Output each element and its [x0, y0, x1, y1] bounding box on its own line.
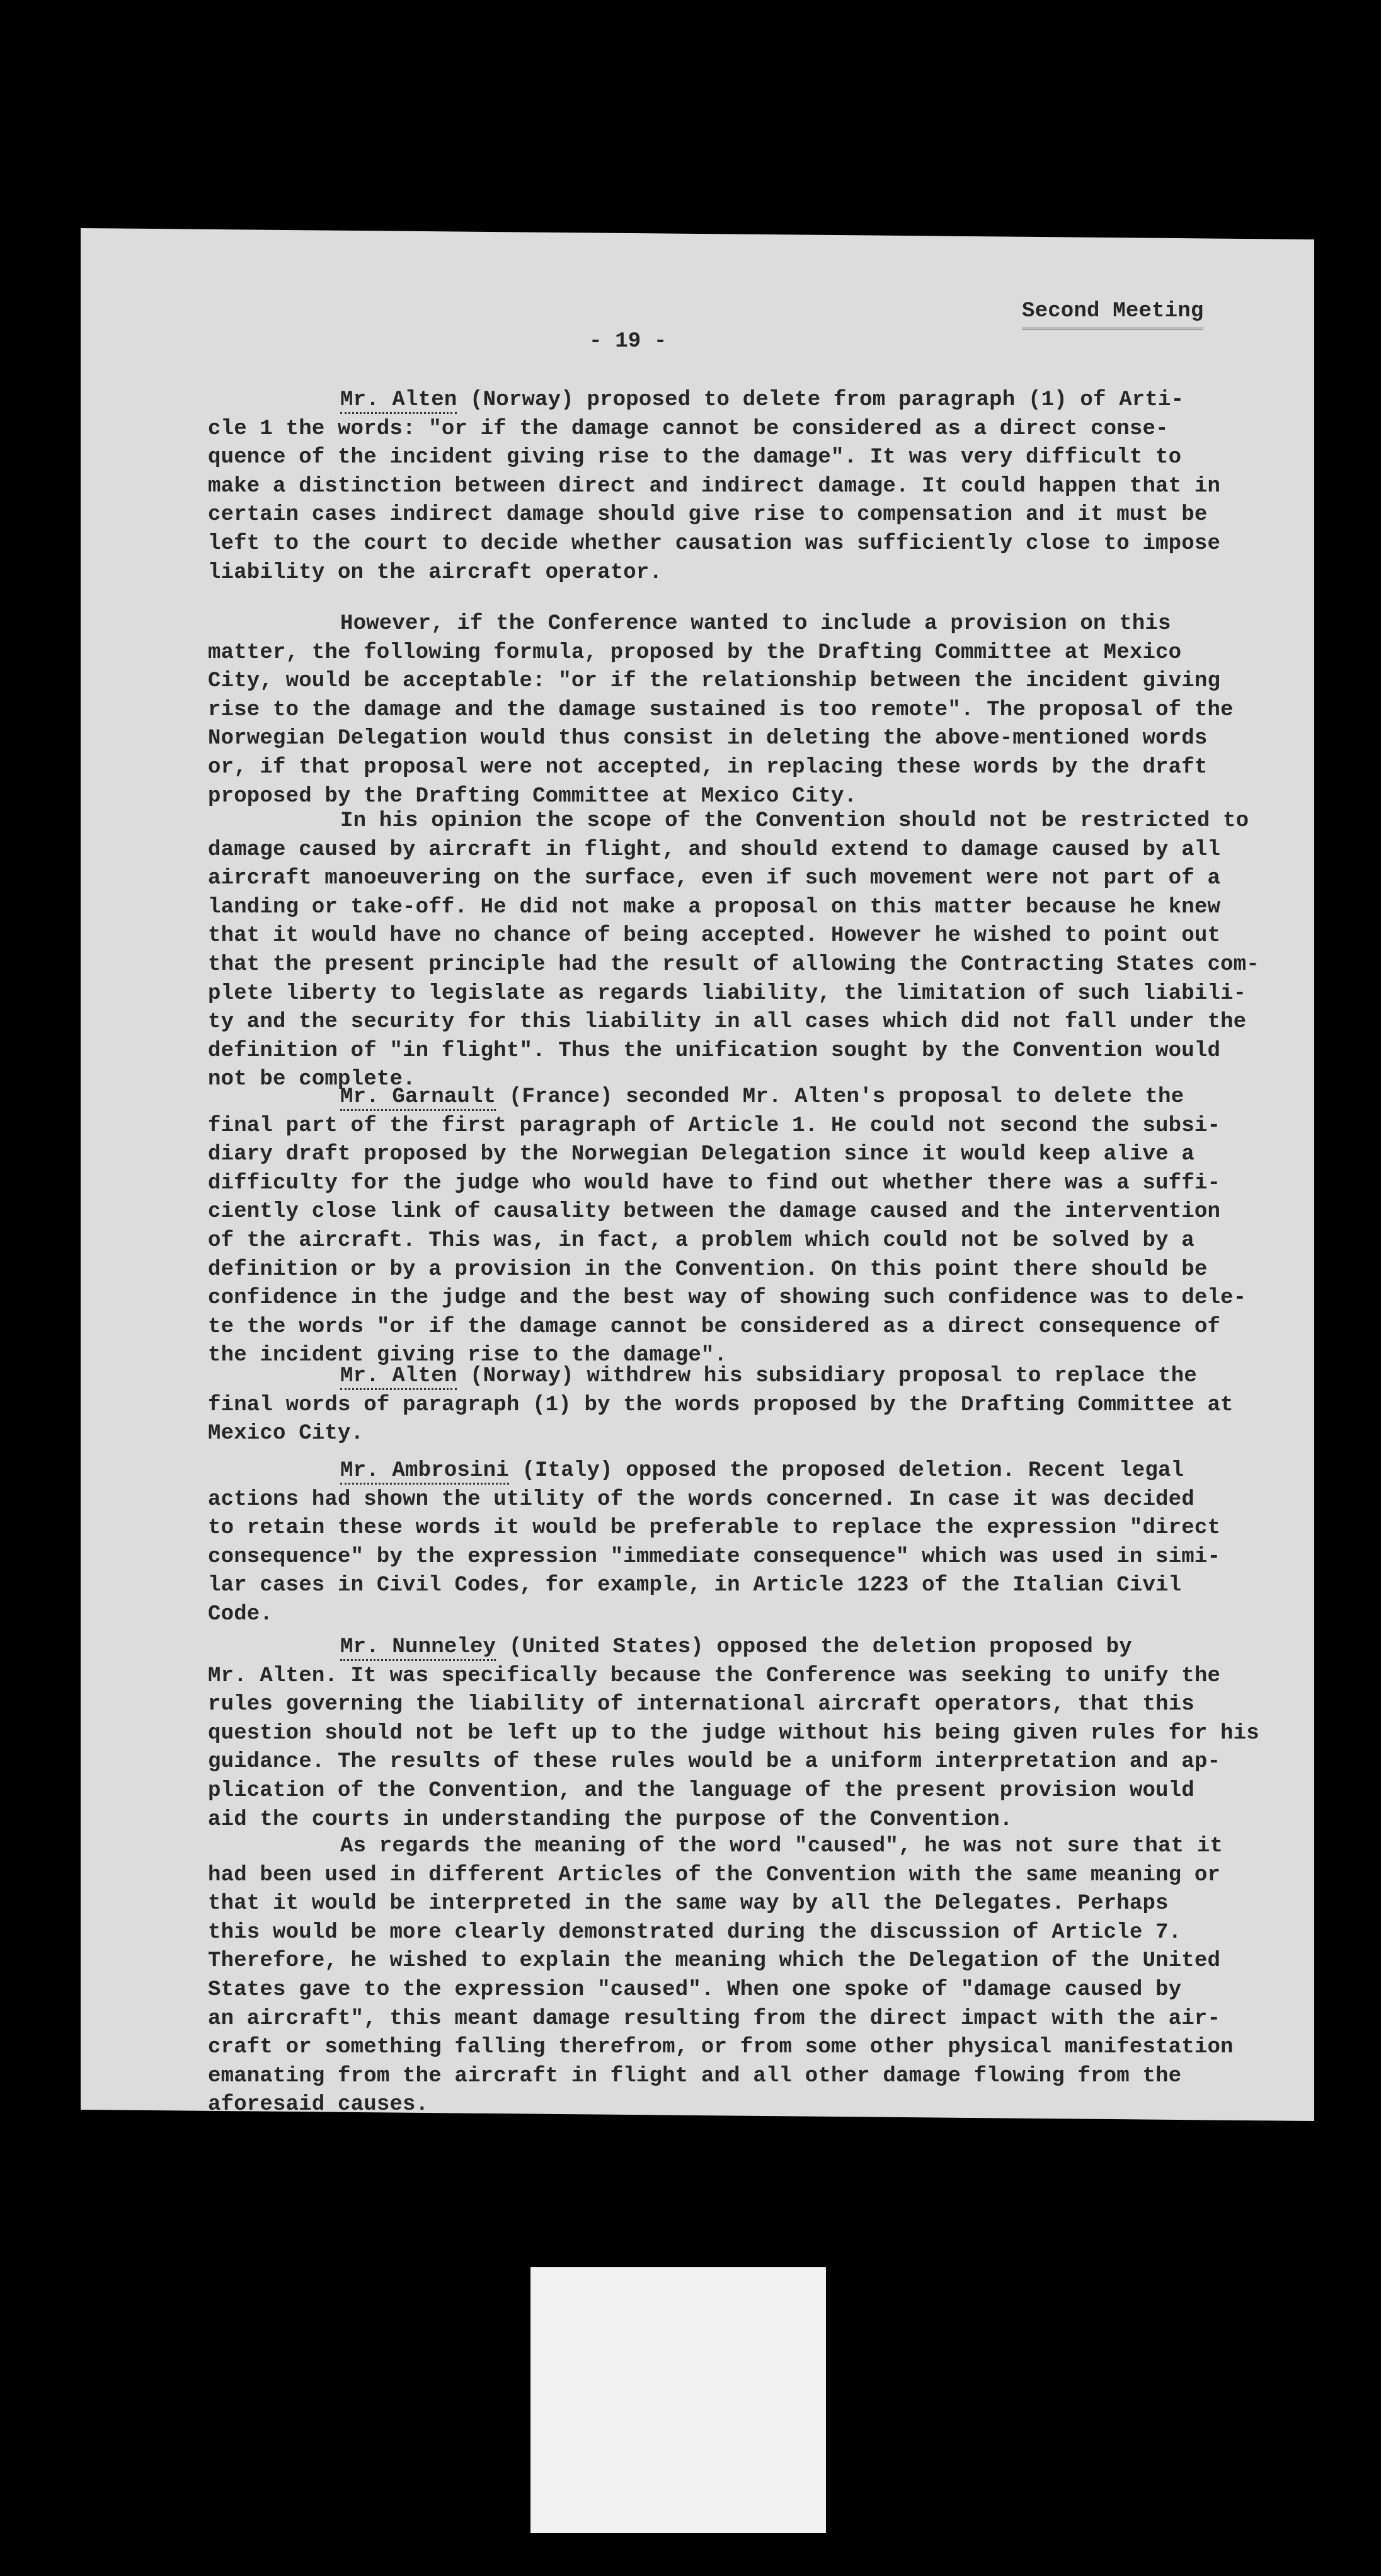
text-line: left to the court to decide whether causation was sufficiently close to impose	[208, 531, 1221, 556]
line-text: (Norway) proposed to delete from paragraph (1) of Arti-	[457, 388, 1184, 412]
text-line: had been used in different Articles of the Convention with the same meaning or	[208, 1863, 1221, 1887]
text-line: rise to the damage and the damage sustained is too remote". The proposal of the	[208, 698, 1234, 722]
text-line: final words of paragraph (1) by the words proposed by the Drafting Committee at	[208, 1393, 1234, 1417]
text-line: not be complete.	[208, 1067, 416, 1092]
text-line: this would be more clearly demonstrated during the discussion of Article 7.	[208, 1920, 1182, 1945]
text-line: plication of the Convention, and the language of the present provision would	[208, 1778, 1195, 1803]
text-line: Norwegian Delegation would thus consist in deleting the above-mentioned words	[208, 727, 1208, 751]
text-line: confidence in the judge and the best way of showing such confidence was to dele-	[208, 1286, 1247, 1311]
page-number: - 19 -	[589, 330, 667, 354]
text-line: craft or something falling therefrom, or from some other physical manifestation	[208, 2035, 1234, 2060]
speaker-name: Mr. Nunneley	[340, 1635, 496, 1661]
text-line	[208, 1083, 1241, 1112]
text-line: landing or take-off. He did not make a proposal on this matter because he knew	[208, 895, 1221, 919]
line-text: (Italy) opposed the proposed deletion. Recent legal	[508, 1459, 1184, 1483]
line-text: (Norway) withdrew his subsidiary proposal to replace the	[457, 1364, 1197, 1388]
text-line	[208, 1362, 1241, 1391]
text-line: cle 1 the words: "or if the damage cannot be considered as a direct conse-	[208, 417, 1169, 441]
text-line	[208, 807, 1249, 836]
text-line: that the present principle had the result of allowing the Contracting States com-	[208, 952, 1259, 977]
text-line: aforesaid causes.	[208, 2093, 429, 2117]
text-line: damage caused by aircraft in flight, and should extend to damage caused by all	[208, 837, 1221, 862]
text-line: Mr. Alten. It was specifically because the Conference was seeking to unify the	[208, 1664, 1221, 1688]
paragraph	[208, 386, 1241, 587]
text-line: that it would be interpreted in the same way by all the Delegates. Perhaps	[208, 1892, 1169, 1916]
text-line: ty and the security for this liability in all cases which did not fall under the	[208, 1010, 1247, 1035]
text-line	[208, 1633, 1241, 1662]
text-line: rules governing the liability of international aircraft operators, that this	[208, 1693, 1195, 1717]
text-line: aid the courts in understanding the purpose of the Convention.	[208, 1807, 1013, 1832]
text-line: difficulty for the judge who would have to find out whether there was a suffi-	[208, 1171, 1221, 1195]
line-text: As regards the meaning of the word "caused", he was not sure that it	[340, 1834, 1223, 1858]
text-line: plete liberty to legislate as regards liability, the limitation of such liabili-	[208, 981, 1247, 1006]
paragraph	[208, 610, 1241, 811]
text-line: make a distinction between direct and indirect damage. It could happen that in	[208, 474, 1221, 498]
line-text: (United States) opposed the deletion proposed by	[496, 1635, 1132, 1659]
text-line: question should not be left up to the judge without his being given rules for his	[208, 1721, 1259, 1745]
text-line: liability on the aircraft operator.	[208, 560, 663, 585]
text-line: or, if that proposal were not accepted, in replacing these words by the draft	[208, 755, 1208, 779]
text-line: matter, the following formula, proposed by the Drafting Committee at Mexico	[208, 640, 1182, 665]
text-line: definition of "in flight". Thus the unification sought by the Convention would	[208, 1038, 1221, 1063]
paragraph	[208, 1633, 1259, 1834]
paragraph	[208, 1362, 1241, 1449]
speaker-name: Mr. Alten	[340, 388, 457, 414]
paragraph	[208, 807, 1259, 1095]
blank-target-card	[530, 2267, 826, 2533]
text-line: consequence" by the expression "immediate consequence" which was used in simi-	[208, 1544, 1221, 1569]
text-line: City, would be acceptable: "or if the relationship between the incident giving	[208, 669, 1221, 694]
text-line: Therefore, he wished to explain the meaning which the Delegation of the United	[208, 1949, 1221, 1974]
meeting-header: Second Meeting	[1022, 297, 1203, 330]
text-line: quence of the incident giving rise to the damage". It was very difficult to	[208, 446, 1182, 470]
paragraph	[208, 1457, 1241, 1630]
text-line: proposed by the Drafting Committee at Mexico City.	[208, 784, 857, 808]
text-line: aircraft manoeuvering on the surface, even if such movement were not part of a	[208, 866, 1221, 891]
text-line	[208, 1457, 1241, 1486]
speaker-name: Mr. Alten	[340, 1364, 457, 1390]
text-line: actions had shown the utility of the words concerned. In case it was decided	[208, 1487, 1195, 1512]
text-line: guidance. The results of these rules would be a uniform interpretation and ap-	[208, 1750, 1221, 1774]
paragraph	[208, 1083, 1247, 1371]
text-line: ciently close link of causality between the damage caused and the intervention	[208, 1200, 1221, 1224]
text-line: an aircraft", this meant damage resulting from the direct impact with the air-	[208, 2006, 1221, 2031]
text-line: to retain these words it would be preferable to replace the expression "direct	[208, 1516, 1221, 1541]
text-line: States gave to the expression "caused". When one spoke of "damage caused by	[208, 1977, 1182, 2002]
text-line: final part of the first paragraph of Article 1. He could not second the subsi-	[208, 1113, 1221, 1138]
text-line: Code.	[208, 1602, 273, 1626]
text-line: the incident giving rise to the damage".	[208, 1343, 728, 1368]
text-line	[208, 610, 1241, 639]
text-line: te the words "or if the damage cannot be considered as a direct consequence of	[208, 1314, 1221, 1339]
text-line: diary draft proposed by the Norwegian Delegation since it would keep alive a	[208, 1142, 1195, 1167]
speaker-name: Mr. Ambrosini	[340, 1459, 509, 1485]
text-line	[208, 386, 1241, 415]
line-text: However, if the Conference wanted to include a provision on this	[340, 612, 1171, 636]
text-line: certain cases indirect damage should give rise to compensation and it must be	[208, 503, 1208, 527]
text-line: lar cases in Civil Codes, for example, in Article 1223 of the Italian Civil	[208, 1573, 1182, 1598]
line-text: In his opinion the scope of the Convention should not be restricted to	[340, 809, 1249, 833]
text-line: of the aircraft. This was, in fact, a problem which could not be solved by a	[208, 1228, 1195, 1253]
paragraph	[208, 1832, 1241, 2120]
text-line: definition or by a provision in the Convention. On this point there should be	[208, 1257, 1208, 1282]
text-line: Mexico City.	[208, 1422, 364, 1446]
speaker-name: Mr. Garnault	[340, 1085, 496, 1111]
text-line: that it would have no chance of being accepted. However he wished to point out	[208, 924, 1221, 948]
line-text: (France) seconded Mr. Alten's proposal to delete the	[496, 1085, 1184, 1109]
text-line	[208, 1832, 1241, 1861]
text-line: emanating from the aircraft in flight and all other damage flowing from the	[208, 2064, 1182, 2088]
